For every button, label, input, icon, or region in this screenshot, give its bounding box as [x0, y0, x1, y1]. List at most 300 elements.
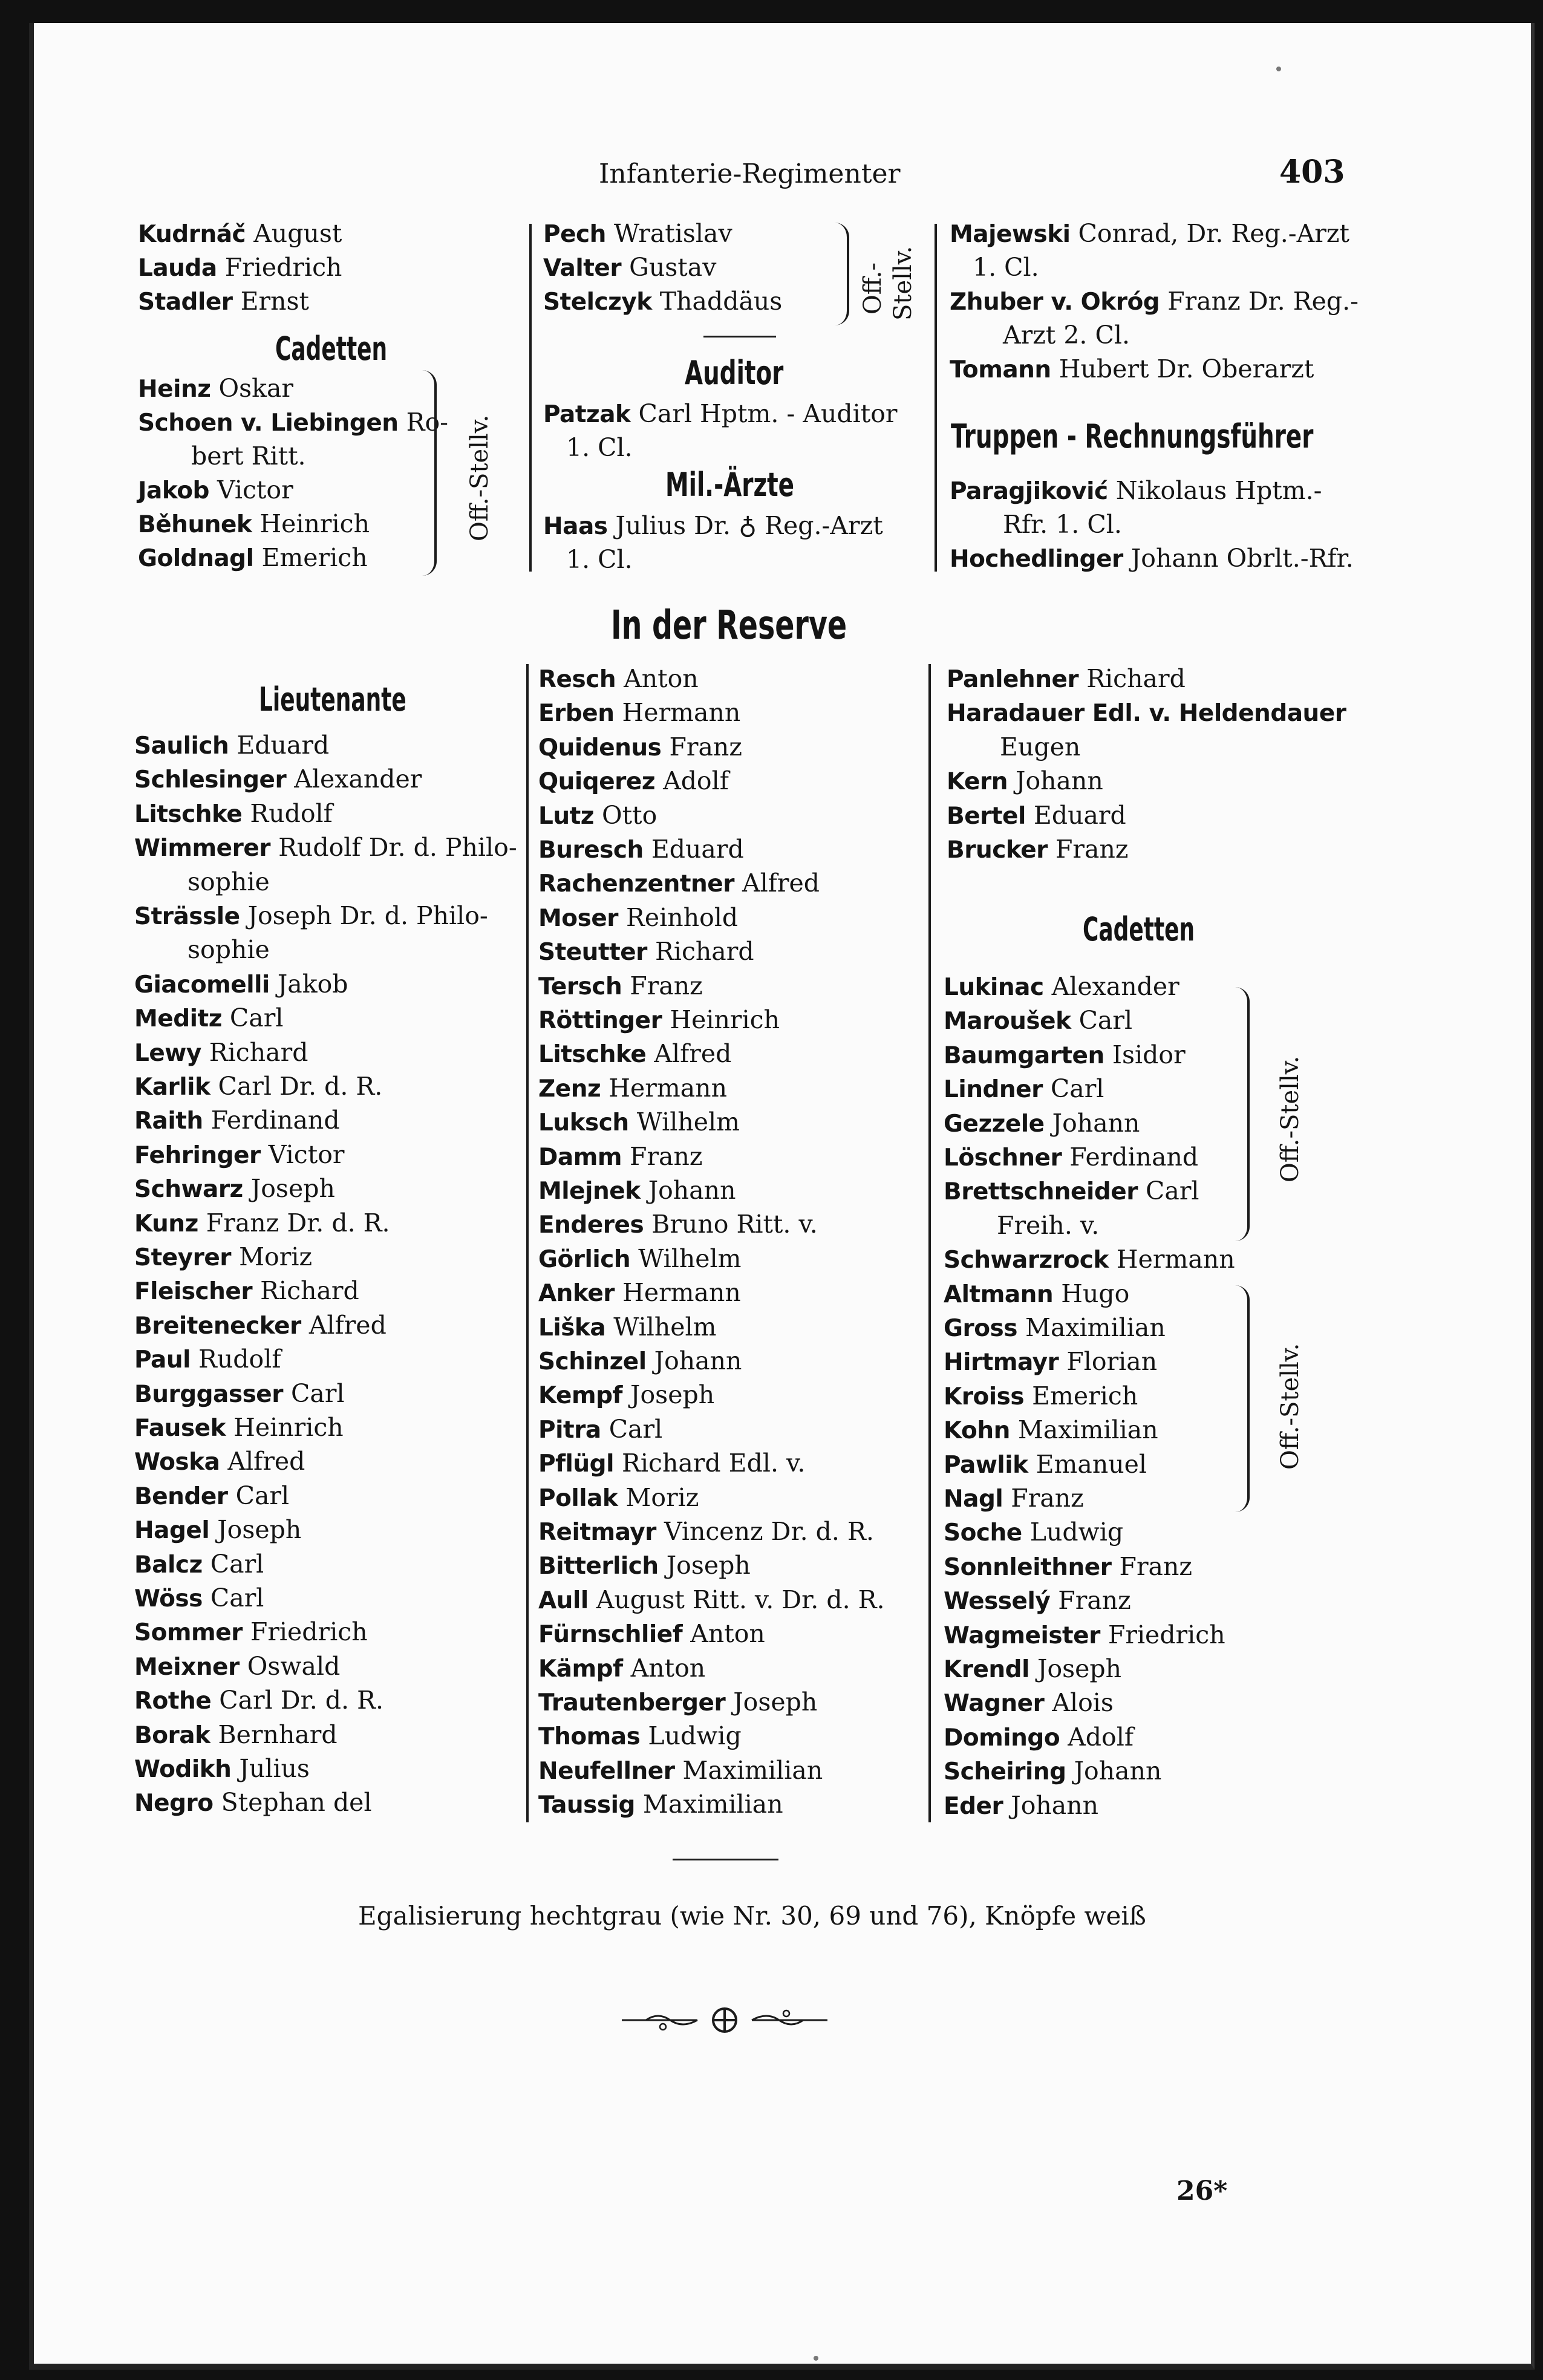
name-entry: [134, 1413, 344, 1443]
surname: Aull: [538, 1586, 589, 1614]
surname: Panlehner: [947, 666, 1079, 693]
given-name: Isidor: [1104, 1040, 1186, 1069]
surname: Fürnschlief: [538, 1621, 683, 1649]
surname: Burggasser: [134, 1380, 283, 1408]
group-label-off-stellv: Off.-Stellv.: [1276, 1343, 1304, 1470]
name-entry: [543, 253, 716, 283]
name-entry: [944, 1586, 1131, 1616]
given-name: Julius Dr. ♁ Reg.-Arzt: [607, 511, 883, 540]
given-name: Stephan del: [213, 1788, 372, 1818]
given-name: Richard: [1078, 664, 1186, 693]
name-entry: [538, 664, 699, 694]
surname: Heinz: [138, 376, 211, 403]
given-name: Rudolf Dr. d. Philo-: [270, 833, 517, 862]
name-entry: [134, 1311, 387, 1341]
name-entry: [538, 1039, 731, 1069]
surname: Sonnleithner: [944, 1553, 1112, 1581]
surname: Scheiring: [944, 1758, 1066, 1786]
surname: Bertel: [947, 802, 1026, 830]
name-entry: [134, 1072, 382, 1102]
name-entry: [944, 1040, 1186, 1071]
name-entry: [538, 1654, 705, 1684]
name-entry: [944, 1484, 1084, 1514]
name-entry: [538, 1346, 742, 1377]
given-name: Richard: [252, 1276, 359, 1306]
name-entry: [138, 253, 342, 283]
name-entry: [138, 509, 370, 540]
surname: Mlejnek: [538, 1178, 641, 1205]
surname: Soche: [944, 1519, 1022, 1547]
name-entry: [538, 1551, 751, 1581]
name-entry: [543, 511, 883, 541]
surname: Rothe: [134, 1687, 212, 1715]
given-name: Hugo: [1053, 1279, 1130, 1308]
name-entry: [134, 1140, 345, 1170]
given-name: Moriz: [618, 1482, 699, 1512]
name-entry: [538, 1756, 823, 1786]
surname: Schinzel: [538, 1348, 647, 1375]
surname: Pech: [543, 221, 606, 248]
name-entry: [134, 1345, 281, 1375]
given-name: Friedrich: [242, 1617, 368, 1647]
surname: Luksch: [538, 1109, 629, 1137]
name-entry: [944, 1791, 1098, 1821]
surname: Erben: [538, 700, 615, 728]
given-name: Friedrich: [1100, 1620, 1225, 1649]
given-name: Victor: [260, 1139, 345, 1169]
surname: Schwarzrock: [944, 1247, 1109, 1274]
given-name: Heinrich: [226, 1413, 344, 1442]
given-name: Alfred: [301, 1310, 387, 1340]
name-entry: [138, 475, 293, 506]
scan-edge-top: [0, 0, 1543, 24]
surname: Saulich: [134, 732, 229, 760]
name-entry: [134, 1379, 345, 1409]
name-entry: [134, 1754, 310, 1784]
brace-cadetten-top: [421, 370, 437, 576]
name-entry: [538, 1107, 740, 1138]
name-entry: [538, 937, 754, 967]
surname: Meixner: [134, 1653, 240, 1681]
given-name: Carl Dr. d. R.: [211, 1686, 384, 1715]
mil-aerzte-heading: Mil.-Ärzte: [665, 466, 795, 504]
surname: Hirtmayr: [944, 1349, 1059, 1377]
name-entry: [538, 1619, 765, 1649]
surname: Schoen v. Liebingen: [138, 409, 399, 437]
given-name: Maximilian: [674, 1755, 823, 1785]
cadetten-heading: Cadetten: [275, 330, 388, 368]
surname: Wöss: [134, 1585, 203, 1612]
surname: Altmann: [944, 1280, 1054, 1308]
surname: Liška: [538, 1314, 606, 1342]
given-name: Ferdinand: [203, 1106, 340, 1135]
name-entry: [538, 1380, 714, 1410]
name-entry: [997, 1211, 1099, 1240]
surname: Lauda: [138, 255, 217, 282]
given-name: Richard: [201, 1037, 308, 1067]
surname: Meditz: [134, 1005, 222, 1033]
surname: Quiqerez: [538, 768, 656, 796]
surname: Paragjiković: [950, 478, 1108, 505]
surname: Reitmayr: [538, 1519, 656, 1546]
given-name: Anton: [682, 1619, 765, 1649]
name-entry: [538, 1210, 818, 1240]
name-entry: [944, 1654, 1121, 1684]
given-name: Freih. v.: [997, 1210, 1100, 1240]
name-entry: [134, 1515, 301, 1545]
name-entry: [947, 801, 1126, 831]
name-entry: [134, 1242, 312, 1273]
given-name: Adolf: [655, 766, 729, 796]
surname: Domingo: [944, 1724, 1060, 1752]
surname: Hochedlinger: [950, 546, 1123, 573]
given-name: Carl: [227, 1481, 290, 1510]
group-label-stellv: Stellv.: [889, 246, 917, 321]
given-name: Hermann: [1108, 1245, 1235, 1274]
given-name: Victor: [209, 475, 293, 504]
surname: Bitterlich: [538, 1553, 659, 1580]
name-entry: [944, 1074, 1104, 1104]
name-entry: [538, 732, 742, 763]
given-name: Franz Dr. Reg.-: [1160, 287, 1359, 316]
name-entry: [191, 442, 306, 471]
surname: Bender: [134, 1482, 228, 1510]
surname: Resch: [538, 666, 616, 693]
given-name: 1. Cl.: [566, 545, 633, 574]
given-name: Oskar: [210, 374, 294, 403]
name-entry: [947, 766, 1103, 797]
surname: Haas: [543, 513, 608, 540]
surname: Thomas: [538, 1723, 641, 1751]
surname: Kohn: [944, 1417, 1010, 1445]
surname: Fehringer: [134, 1141, 261, 1169]
given-name: Bruno Ritt. v.: [644, 1210, 818, 1239]
given-name: bert Ritt.: [191, 442, 306, 471]
surname: Gross: [944, 1315, 1017, 1342]
surname: Pitra: [538, 1416, 601, 1444]
given-name: Eugen: [1000, 732, 1081, 761]
surname: Wimmerer: [134, 835, 271, 862]
given-name: 1. Cl.: [973, 253, 1039, 282]
name-entry: [134, 833, 517, 863]
surname: Fleischer: [134, 1278, 253, 1306]
surname: Wagmeister: [944, 1622, 1100, 1649]
scan-edge-left: [0, 0, 30, 2380]
given-name: Carl: [601, 1414, 663, 1444]
egalisierung-text: Egalisierung hechtgrau (wie Nr. 30, 69 und 76), Knöpfe weiß: [358, 1901, 1146, 1931]
surname: Giacomelli: [134, 971, 270, 999]
given-name: Eduard: [643, 835, 744, 864]
column-rule: [529, 224, 532, 572]
given-name: Florian: [1059, 1347, 1158, 1377]
surname: Enderes: [538, 1211, 644, 1239]
name-entry: [944, 1450, 1147, 1480]
given-name: Jakob: [269, 969, 348, 999]
given-name: Joseph: [725, 1687, 818, 1717]
surname: Wodikh: [134, 1756, 232, 1783]
column-rule: [526, 664, 529, 1822]
given-name: August Ritt. v. Dr. d. R.: [588, 1585, 885, 1614]
surname: Zenz: [538, 1075, 601, 1103]
reserve-heading: In der Reserve: [611, 602, 847, 648]
signature-mark: 26*: [1176, 2176, 1228, 2206]
surname: Zhuber v. Okróg: [950, 289, 1160, 316]
given-name: Carl Hptm. - Auditor: [630, 399, 898, 428]
surname: Balcz: [134, 1551, 203, 1579]
given-name: Alfred: [734, 869, 820, 898]
name-entry: [134, 970, 348, 1000]
surname: Taussig: [538, 1792, 635, 1819]
surname: Goldnagl: [138, 545, 254, 572]
name-entry: [1000, 732, 1080, 761]
given-name: sophie: [188, 867, 270, 896]
short-divider: [673, 1859, 778, 1860]
name-entry: [566, 433, 633, 462]
name-entry: [134, 1583, 264, 1614]
name-entry: [538, 1142, 703, 1172]
given-name: Maximilian: [1017, 1313, 1166, 1342]
given-name: Richard Edl. v.: [613, 1449, 806, 1478]
name-entry: [134, 1038, 308, 1068]
surname: Anker: [538, 1280, 615, 1308]
name-entry: [134, 1276, 359, 1306]
given-name: Ludwig: [1022, 1518, 1124, 1547]
name-entry: [538, 903, 738, 933]
name-entry: [944, 1245, 1235, 1275]
name-entry: [947, 835, 1128, 865]
name-entry: [538, 1005, 780, 1035]
given-name: Bernhard: [210, 1720, 338, 1749]
truppen-heading: Truppen - Rechnungsführer: [951, 417, 1314, 455]
given-name: Carl: [202, 1583, 264, 1612]
name-entry: [944, 1313, 1166, 1343]
name-entry: [138, 543, 368, 573]
name-entry: [538, 1415, 662, 1445]
group-label-off: Off.-: [859, 262, 887, 315]
surname: Brettschneider: [944, 1178, 1138, 1206]
surname: Pollak: [538, 1484, 618, 1512]
given-name: Johann: [1044, 1108, 1140, 1138]
name-entry: [538, 1585, 885, 1615]
name-entry: [134, 1550, 264, 1580]
surname: Löschner: [944, 1144, 1062, 1172]
name-entry: [134, 1174, 335, 1204]
given-name: Hermann: [601, 1073, 727, 1103]
name-entry: [543, 287, 782, 317]
name-entry: [538, 1074, 727, 1104]
surname: Röttinger: [538, 1007, 662, 1034]
surname: Litschke: [538, 1041, 647, 1069]
given-name: Alfred: [220, 1447, 305, 1476]
surname: Pflügl: [538, 1450, 614, 1478]
given-name: Johann Obrlt.-Rfr.: [1123, 544, 1354, 573]
name-entry: [134, 799, 333, 829]
given-name: Anton: [616, 664, 699, 693]
given-name: sophie: [188, 935, 270, 965]
given-name: Joseph: [658, 1551, 751, 1580]
given-name: Carl: [221, 1003, 284, 1033]
surname: Kempf: [538, 1382, 623, 1410]
given-name: Heinrich: [662, 1005, 780, 1034]
page-number: 403: [1279, 154, 1345, 191]
name-entry: [944, 1279, 1129, 1309]
given-name: Hermann: [615, 1278, 741, 1308]
given-name: Gustav: [621, 253, 717, 282]
surname: Trautenberger: [538, 1689, 726, 1717]
name-entry: [134, 731, 329, 761]
given-name: Oswald: [239, 1651, 341, 1681]
surname: Paul: [134, 1346, 191, 1374]
given-name: Franz: [1003, 1484, 1084, 1513]
column-rule: [928, 664, 931, 1822]
surname: Strässle: [134, 903, 240, 930]
name-entry: [538, 1278, 741, 1308]
name-entry: [538, 1449, 805, 1479]
surname: Tersch: [538, 973, 622, 1000]
name-entry: [538, 971, 703, 1002]
name-entry: [538, 1790, 783, 1820]
brace-middle-top: [833, 223, 849, 325]
name-entry: [944, 1518, 1123, 1548]
name-entry: [134, 1788, 372, 1818]
group-label-off-stellv: Off.-Stellv.: [1276, 1055, 1304, 1182]
given-name: Adolf: [1060, 1722, 1134, 1752]
name-entry: [944, 1143, 1198, 1173]
given-name: Carl: [283, 1378, 345, 1408]
given-name: Johann: [646, 1346, 742, 1375]
surname: Brucker: [947, 836, 1048, 864]
short-divider: [703, 336, 776, 337]
name-entry: [134, 1720, 338, 1750]
surname: Kroiss: [944, 1383, 1025, 1410]
column-rule: [935, 224, 937, 572]
name-entry: [138, 287, 309, 317]
surname: Lukinac: [944, 974, 1044, 1001]
name-entry: [188, 935, 270, 964]
given-name: Maximilian: [634, 1790, 783, 1819]
surname: Raith: [134, 1107, 203, 1135]
name-entry: [944, 1176, 1199, 1207]
scan-edge-bottom: [0, 2368, 1543, 2380]
surname: Borak: [134, 1721, 210, 1749]
given-name: Emerich: [253, 543, 368, 572]
given-name: Emanuel: [1028, 1449, 1147, 1479]
given-name: Carl Dr. d. R.: [210, 1072, 383, 1101]
given-name: Franz Dr. d. R.: [198, 1208, 390, 1237]
given-name: Arzt 2. Cl.: [1003, 321, 1130, 350]
surname: Damm: [538, 1143, 622, 1171]
surname: Majewski: [950, 221, 1071, 248]
name-entry: [538, 835, 744, 865]
surname: Stelczyk: [543, 289, 652, 316]
surname: Kunz: [134, 1210, 198, 1237]
surname: Gezzele: [944, 1110, 1045, 1138]
surname: Kern: [947, 768, 1008, 796]
name-entry: [538, 869, 820, 899]
surname: Hagel: [134, 1517, 210, 1545]
given-name: 1. Cl.: [566, 433, 633, 462]
name-entry: [138, 219, 342, 249]
surname: Stadler: [138, 289, 233, 316]
brace-cadetten-reserve-2: [1234, 1285, 1250, 1512]
name-entry: [950, 476, 1322, 506]
surname: Patzak: [543, 401, 631, 428]
name-entry: [134, 1447, 305, 1477]
given-name: Vincenz Dr. d. R.: [656, 1517, 874, 1546]
given-name: Johann: [1066, 1756, 1162, 1786]
ornament-divider-icon: [622, 2005, 827, 2035]
given-name: Franz: [621, 1141, 703, 1171]
surname: Eder: [944, 1792, 1003, 1820]
given-name: Eduard: [229, 731, 330, 760]
surname: Kudrnáč: [138, 221, 246, 248]
given-name: Ro-: [398, 408, 448, 437]
given-name: Franz: [1047, 835, 1129, 864]
name-entry: [538, 1312, 717, 1343]
surname: Sommer: [134, 1619, 243, 1647]
surname: Breitenecker: [134, 1312, 301, 1340]
given-name: Carl: [1042, 1074, 1104, 1104]
name-entry: [538, 1721, 742, 1752]
name-entry: [134, 1481, 289, 1511]
name-entry: [138, 374, 293, 404]
given-name: Alexander: [286, 765, 422, 794]
name-entry: [538, 1176, 736, 1206]
surname: Moser: [538, 904, 619, 932]
surname: Fausek: [134, 1415, 226, 1442]
given-name: Julius: [231, 1754, 310, 1783]
given-name: Emerich: [1024, 1381, 1138, 1410]
given-name: Otto: [593, 800, 657, 830]
name-entry: [944, 1415, 1158, 1446]
surname: Wagner: [944, 1690, 1045, 1718]
lieutenante-heading: Lieutenante: [259, 680, 406, 719]
name-entry: [538, 766, 729, 797]
speck: [814, 2356, 818, 2361]
name-entry: [138, 408, 448, 438]
brace-cadetten-reserve-1: [1234, 987, 1250, 1241]
speck: [1276, 67, 1281, 71]
name-entry: [543, 219, 732, 249]
surname: Görlich: [538, 1245, 631, 1273]
given-name: Maximilian: [1010, 1415, 1158, 1445]
group-label-off-stellv: Off.-Stellv.: [466, 414, 494, 541]
name-entry: [134, 1106, 340, 1136]
given-name: Friedrich: [217, 253, 342, 282]
name-entry: [566, 545, 633, 574]
name-entry: [134, 1208, 390, 1239]
surname: Buresch: [538, 836, 644, 864]
name-entry: [538, 801, 657, 831]
reserve-cadetten-heading: Cadetten: [1083, 910, 1195, 948]
page-title: Infanterie-Regimenter: [599, 158, 901, 189]
given-name: Eduard: [1025, 800, 1126, 830]
given-name: Joseph: [243, 1174, 335, 1204]
given-name: Johann: [1003, 1790, 1099, 1820]
surname: Schlesinger: [134, 766, 287, 794]
surname: Lewy: [134, 1039, 201, 1067]
surname: Lutz: [538, 802, 594, 830]
surname: Maroušek: [944, 1008, 1071, 1035]
surname: Steutter: [538, 939, 647, 967]
name-entry: [538, 1244, 742, 1274]
surname: Haradauer Edl. v. Heldendauer: [947, 700, 1346, 728]
name-entry: [538, 1517, 874, 1547]
name-entry: [134, 901, 488, 931]
given-name: Rudolf: [191, 1345, 281, 1374]
surname: Běhunek: [138, 511, 252, 538]
surname: Schwarz: [134, 1176, 243, 1204]
